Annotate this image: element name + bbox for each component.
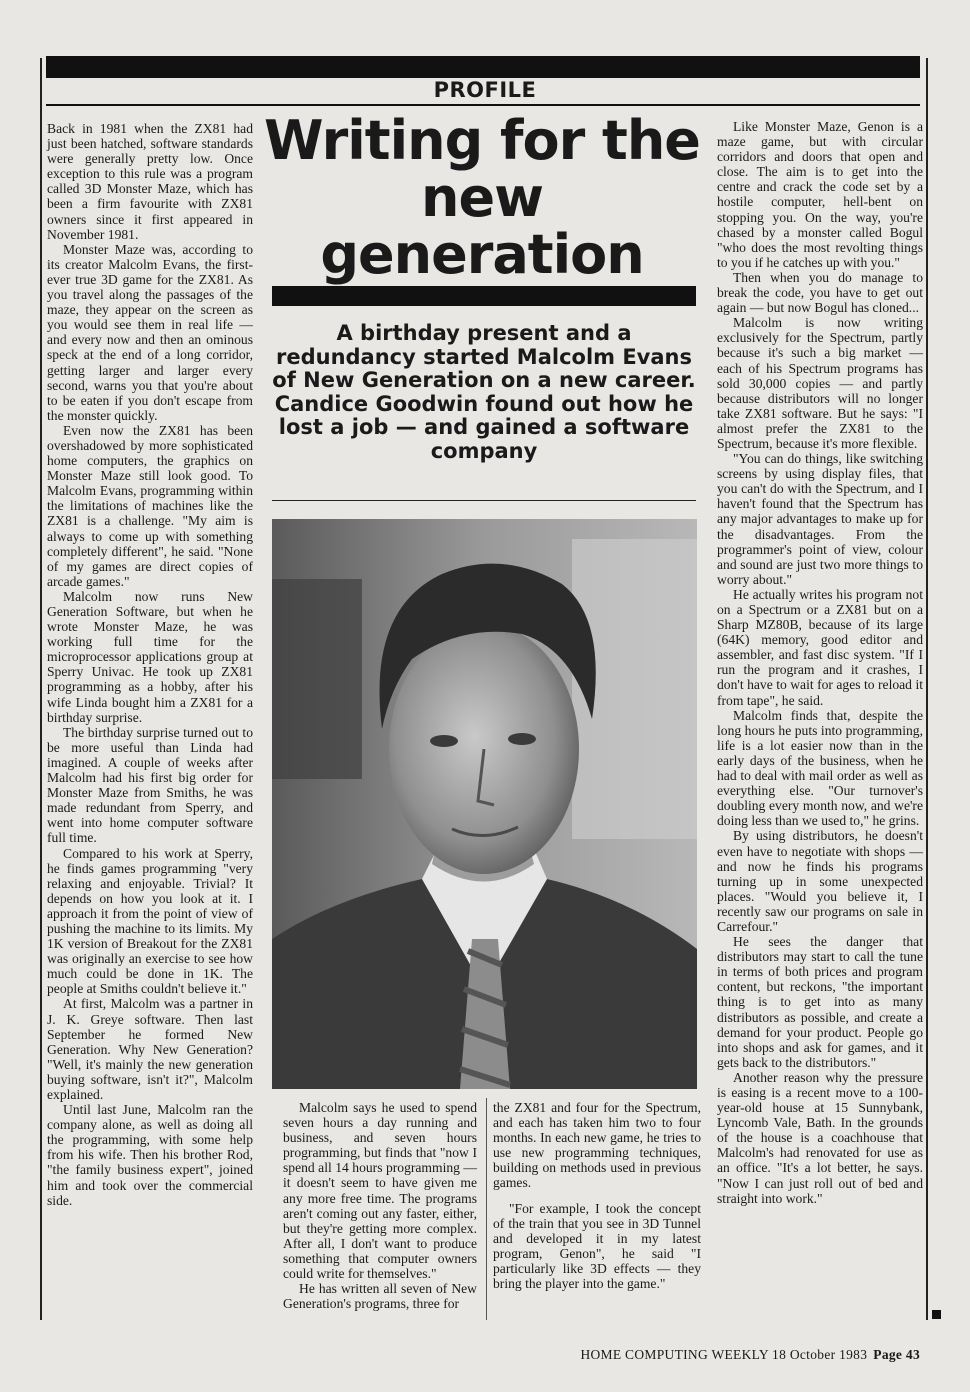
header-bar bbox=[46, 56, 920, 78]
paragraph: He actually writes his program not on a Spectrum or a ZX81 but on a Sharp MZ80B, because of its large (64K) memory, good editor and assembler, and fast disc system. "If I run the program and it crashes, I don't have to wait for ages to reload it from tape", he said. bbox=[717, 586, 923, 708]
publication-line: HOME COMPUTING WEEKLY 18 October 1983 bbox=[580, 1347, 868, 1362]
article-column-3 bbox=[493, 1100, 701, 1291]
paragraph: The birthday surprise turned out to be more useful than Linda had imagined. A couple of weeks after Malcolm had his first big order for Monster Maze from Smiths, he was made redundant from Sperry, and went into home computer software full time. bbox=[47, 724, 253, 846]
headline: Writing for the new generation bbox=[264, 109, 700, 286]
right-page-rule bbox=[926, 58, 928, 1320]
paragraph: At first, Malcolm was a partner in J. K. Greye software. Then last September he formed New Generation. Why New Generation? "Well, it's mainly the new generation buying software, isn't it?", Malcolm explained. bbox=[47, 996, 253, 1102]
paragraph: Another reason why the pressure is easing is a recent move to a 100-year-old house at 15 Sunnybank, Lyncomb Vale, Bath. In the grounds of the house is a coachhouse that Malcolm's had renovated for use as an office. "It's a lot better, he says. "Now I can just roll out of bed and straight into work." bbox=[717, 1069, 923, 1206]
section-label: PROFILE bbox=[433, 78, 537, 102]
headline-bar bbox=[272, 286, 696, 306]
page-number: Page 43 bbox=[873, 1347, 920, 1362]
left-page-rule bbox=[40, 58, 42, 1320]
paragraph: the ZX81 and four for the Spectrum, and each has taken him two to four months. In each new game, he tries to use new programming techniques, building on methods used in previous games. bbox=[493, 1100, 701, 1191]
header-underline bbox=[46, 104, 920, 106]
column-divider bbox=[486, 1098, 487, 1320]
article-column-1 bbox=[47, 121, 253, 1208]
paragraph: Until last June, Malcolm ran the company alone, as well as doing all the programming, with some help from his wife. Then his brother Rod, "the family business expert", joined him and took over the commercial side. bbox=[47, 1102, 253, 1208]
page-footer bbox=[580, 1347, 920, 1363]
standfirst: A birthday present and a redundancy started Malcolm Evans of New Generation on a new career. Candice Goodwin found out how he lost a job — and gained a software company bbox=[272, 321, 696, 463]
paragraph: Then when you do manage to break the code, you have to get out again — but now Bogul has cloned... bbox=[717, 269, 923, 316]
end-of-article-mark bbox=[932, 1310, 941, 1319]
paragraph: Malcolm finds that, despite the long hours he puts into programming, life is a lot easier now than in the early days of the business, when he had to deal with mail order as well as everything else. "Our turnover's doubling every month now, and we're doing less than we used to," he grins. bbox=[717, 707, 923, 829]
portrait-photo bbox=[272, 519, 697, 1089]
paragraph: Monster Maze was, according to its creator Malcolm Evans, the first-ever true 3D game for the ZX81. As you travel along the passages of the maze, they appear on the screen as you would see them in real life — and every now and then an ominous speck at the end of a long corridor, getting larger and larger every second, warns you that you're about to be eaten if you don't escape from the monster quickly. bbox=[47, 241, 253, 423]
paragraph: Even now the ZX81 has been overshadowed by more sophisticated home computers, the graphics on Monster Maze still look good. To Malcolm Evans, programming within the limitations of machines like the ZX81 is a challenge. "My aim is always to come up with something completely different", he said. "None of my games are direct copies of arcade games." bbox=[47, 422, 253, 589]
article-column-4 bbox=[717, 119, 923, 1206]
paragraph: Compared to his work at Sperry, he finds games programming "very relaxing and enjoyable. Trivial? It depends on how you look at it. I approach it from the point of view of pushing the machine to its limits. My 1K version of Breakout for the ZX81 was originally an exercise to see how much could be done in 1K. The people at Smiths couldn't believe it." bbox=[47, 845, 253, 997]
paragraph: "You can do things, like switching screens by using display files, that you can't do with the Spectrum, and I haven't found that the Spectrum has any major advantages to make up for the disadvantages. From the programmer's point of view, colour and sound are just two more things to worry about." bbox=[717, 451, 923, 587]
paragraph: "For example, I took the concept of the train that you see in 3D Tunnel and developed it in my latest program, Genon", he said "I particularly like 3D effects — they bring the player into the game." bbox=[493, 1200, 701, 1292]
paragraph: By using distributors, he doesn't even have to negotiate with shops — and now he finds his programs turning up in some unexpected places. "Would you believe it, I recently saw our programs on sale in Carrefour." bbox=[717, 828, 923, 934]
paragraph: Like Monster Maze, Genon is a maze game, but with circular corridors and doors that open and close. The aim is to get into the centre and crack the code set by a hostile computer, hell-bent on stopping you. On the way, you're chased by a monster called Bogul "who does the most revolting things to you if he catches up with you." bbox=[717, 119, 923, 270]
portrait-illustration bbox=[272, 519, 697, 1089]
paragraph: Malcolm is now writing exclusively for the Spectrum, partly because it's such a big market — each of his Spectrum programs has sold 30,000 copies — and partly because distributors will no longer take ZX81 software. But he says: "I almost prefer the ZX81 to the Spectrum, because it's more flexible. bbox=[717, 315, 923, 451]
paragraph: He sees the danger that distributors may start to call the tune in terms of both prices and program content, but reckons, "the important thing is to get into as many distributors as possible, and create a demand for your product. People go into shops and ask for games, and it gets back to the distributors." bbox=[717, 934, 923, 1070]
standfirst-rule bbox=[272, 500, 696, 501]
paragraph: He has written all seven of New Generation's programs, three for bbox=[283, 1281, 477, 1312]
paragraph: Back in 1981 when the ZX81 had just been hatched, software standards were generally pretty low. Once exception to this rule was a program called 3D Monster Maze, which has been a firm favourite with ZX81 owners since it first appeared in November 1981. bbox=[47, 121, 253, 242]
paragraph: Malcolm says he used to spend seven hours a day running and business, and seven hours programming, but finds that "now I spend all 14 hours programming — it doesn't seem to have given me any more free time. The programs aren't coming out any faster, either, but they're getting more complex. After all, I don't want to produce something that computer owners could write for themselves." bbox=[283, 1100, 477, 1282]
article-column-2 bbox=[283, 1100, 477, 1311]
paragraph: Malcolm now runs New Generation Software, but when he wrote Monster Maze, he was working full time for the microprocessor applications group at Sperry Univac. He took up ZX81 programming as a hobby, after his wife Linda bought him a ZX81 for a birthday surprise. bbox=[47, 588, 253, 725]
